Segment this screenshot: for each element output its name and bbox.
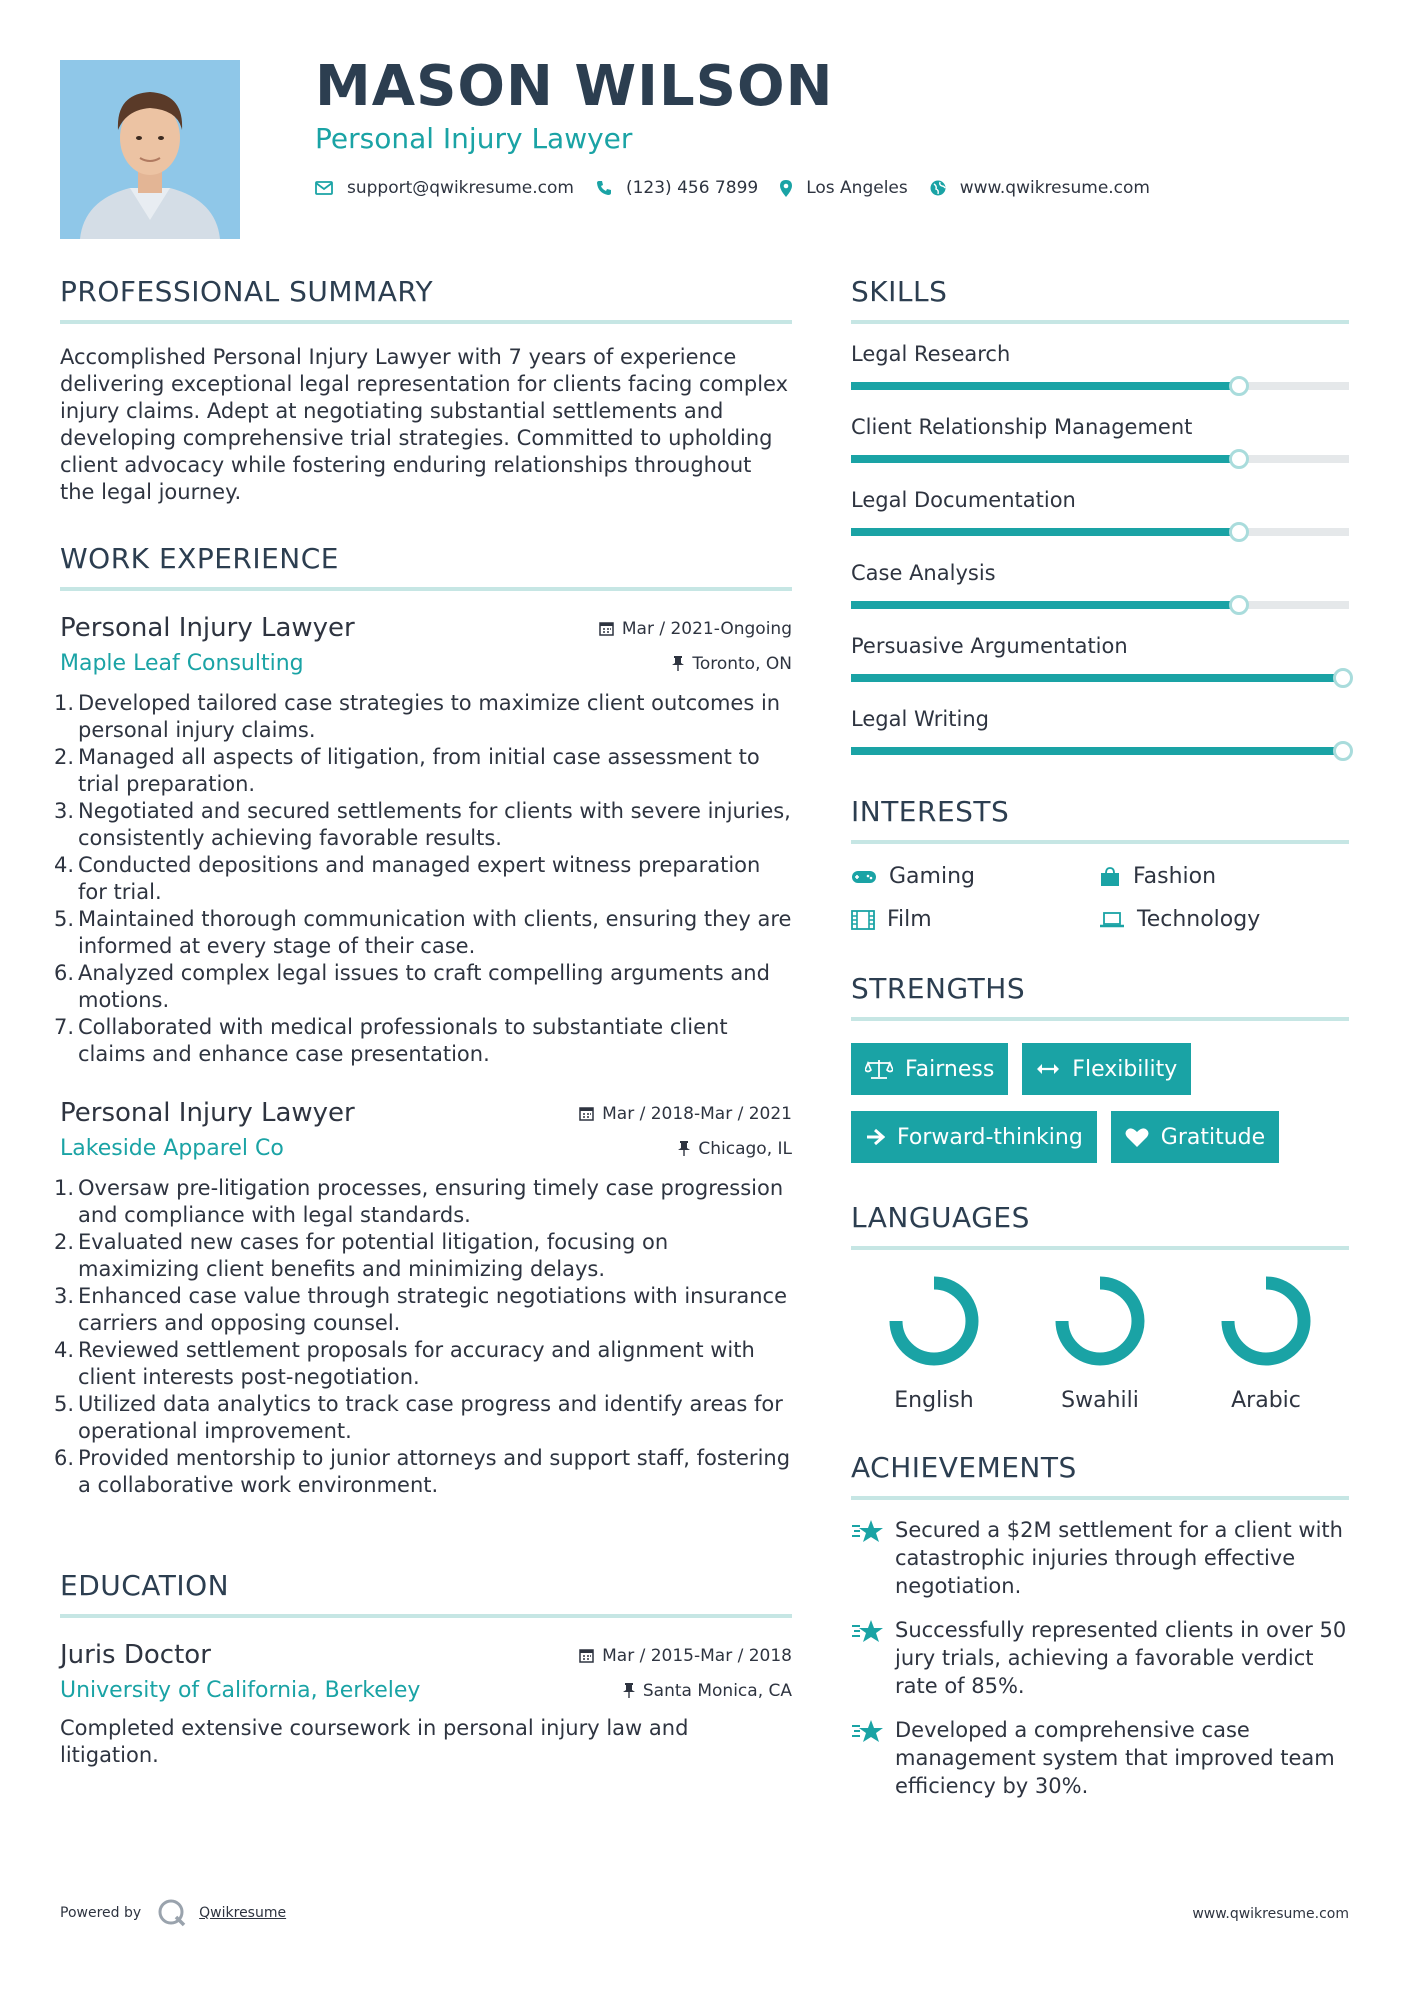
language-item — [1183, 1274, 1349, 1413]
contact-website-text: www.qwikresume.com — [959, 178, 1150, 198]
languages-section — [851, 1201, 1349, 1413]
qwikresume-link[interactable]: Qwikresume — [199, 1905, 287, 1921]
interests-section — [851, 795, 1349, 932]
section-title: PROFESSIONAL SUMMARY — [60, 275, 434, 308]
skill-name: Legal Writing — [851, 707, 989, 731]
list-item: 3. Enhanced case value through strategic negotiations with insurance carriers and opposing counsel. — [54, 1284, 788, 1335]
list-item: 3. Negotiated and secured settlements for clients with severe injuries, consistently achieving favorable results. — [54, 799, 791, 850]
job-role: Personal Injury Lawyer — [60, 613, 355, 643]
section-title: SKILLS — [851, 275, 948, 308]
skill-level-knob — [1229, 522, 1249, 542]
interest-item: Gaming — [851, 864, 1099, 889]
skill-item — [851, 634, 1349, 682]
footer-website[interactable]: www.qwikresume.com — [1192, 1906, 1349, 1922]
laptop-icon — [1099, 911, 1125, 929]
skill-item — [851, 707, 1349, 755]
section-divider — [60, 587, 792, 591]
skill-level-knob — [1229, 595, 1249, 615]
profile-photo — [60, 60, 240, 239]
section-title: ACHIEVEMENTS — [851, 1451, 1077, 1484]
skill-name: Persuasive Argumentation — [851, 634, 1128, 658]
contact-location — [780, 178, 908, 198]
job-dates-text: Mar / 2018-Mar / 2021 — [602, 1103, 792, 1124]
job-location-text: Chicago, IL — [698, 1138, 792, 1159]
job-company: Maple Leaf Consulting — [60, 651, 304, 676]
arrow-right-icon — [865, 1128, 885, 1146]
language-level-ring — [1053, 1274, 1147, 1368]
globe-icon — [930, 180, 946, 196]
job-dates-text: Mar / 2021-Ongoing — [621, 618, 792, 639]
achievement-item: Secured a $2M settlement for a client with catastrophic injuries through effective negotiation. — [851, 1516, 1349, 1600]
contact-website[interactable] — [930, 178, 1150, 198]
education-location — [623, 1681, 792, 1701]
strength-tag: Gratitude — [1111, 1111, 1279, 1163]
skill-item — [851, 561, 1349, 609]
strengths-section — [851, 972, 1349, 1163]
language-level-arc — [1062, 1283, 1138, 1359]
experience-section — [54, 542, 792, 1499]
section-title: STRENGTHS — [851, 972, 1026, 1005]
job-location-text: Toronto, ON — [692, 653, 792, 674]
skill-level-fill — [851, 382, 1239, 390]
film-icon — [851, 910, 875, 930]
list-item: 6. Analyzed complex legal issues to craft compelling arguments and motions. — [54, 961, 770, 1012]
contact-phone[interactable] — [596, 178, 758, 198]
job-company: Lakeside Apparel Co — [60, 1136, 284, 1161]
section-divider — [851, 320, 1349, 324]
powered-by-label: Powered by — [60, 1905, 142, 1921]
skill-level-fill — [851, 747, 1349, 755]
skill-level-bar — [851, 455, 1349, 463]
contact-phone-text: (123) 456 7899 — [625, 178, 759, 198]
skill-level-fill — [851, 601, 1239, 609]
section-divider — [851, 1496, 1349, 1500]
language-item — [851, 1274, 1017, 1413]
language-item — [1017, 1274, 1183, 1413]
skill-name: Legal Documentation — [851, 488, 1076, 512]
language-name: English — [894, 1388, 974, 1413]
job-bullets — [54, 1175, 792, 1499]
skill-level-knob — [1333, 741, 1353, 761]
list-item: 7. Collaborated with medical professionals to substantiate client claims and enhance case presentation. — [54, 1015, 728, 1066]
contact-email[interactable] — [315, 178, 574, 198]
section-divider — [851, 1246, 1349, 1250]
interests-grid — [851, 864, 1349, 932]
section-title: WORK EXPERIENCE — [60, 542, 339, 575]
education-description: Completed extensive coursework in personal injury law and litigation. — [60, 1716, 689, 1767]
interest-item: Fashion — [1099, 864, 1349, 889]
job-dates — [579, 1104, 792, 1124]
calendar-icon — [579, 1106, 594, 1121]
language-name: Swahili — [1061, 1388, 1139, 1413]
strength-tag: Fairness — [851, 1043, 1008, 1095]
section-title: EDUCATION — [60, 1569, 230, 1602]
skill-level-knob — [1229, 449, 1249, 469]
summary-text: Accomplished Personal Injury Lawyer with 7 years of experience delivering exceptional legal representation for clients facing complex injury claims. Adept at negotiating substantial settlements and developing comprehensive trial strategies. Committed to upholding client advocacy while fostering enduring relationships throughout the legal journey. — [60, 345, 789, 504]
languages-list — [851, 1274, 1349, 1413]
summary-section — [60, 275, 792, 506]
section-divider — [851, 1017, 1349, 1021]
pushpin-icon — [672, 656, 684, 671]
language-name: Arabic — [1231, 1388, 1301, 1413]
list-item: 4. Reviewed settlement proposals for accuracy and alignment with client interests post-negotiation. — [54, 1338, 755, 1389]
education-entry — [60, 1640, 792, 1769]
achievement-item: Successfully represented clients in over 50 jury trials, achieving a favorable verdict rate of 85%. — [851, 1616, 1349, 1700]
job-entry — [54, 1098, 792, 1499]
pushpin-icon — [678, 1141, 690, 1156]
skill-level-bar — [851, 747, 1349, 755]
left-column — [54, 275, 792, 1769]
map-pin-icon — [780, 180, 792, 197]
section-divider — [851, 840, 1349, 844]
skill-level-fill — [851, 528, 1239, 536]
skill-level-knob — [1333, 668, 1353, 688]
achievements-list — [851, 1516, 1349, 1800]
skill-level-bar — [851, 674, 1349, 682]
calendar-icon — [599, 621, 614, 636]
job-location — [672, 654, 792, 674]
list-item: 5. Utilized data analytics to track case progress and identify areas for operational improvement. — [54, 1392, 783, 1443]
contact-location-text: Los Angeles — [806, 178, 908, 198]
skills-list — [851, 342, 1349, 755]
star-icon — [851, 1516, 895, 1600]
skill-name: Case Analysis — [851, 561, 996, 585]
list-item: 4. Conducted depositions and managed expert witness preparation for trial. — [54, 853, 761, 904]
phone-icon — [596, 180, 612, 196]
education-section — [60, 1569, 792, 1769]
job-dates — [599, 619, 792, 639]
skill-item — [851, 488, 1349, 536]
section-divider — [60, 320, 792, 324]
education-dates-text: Mar / 2015-Mar / 2018 — [602, 1645, 792, 1666]
envelope-icon — [315, 181, 333, 195]
section-title: LANGUAGES — [851, 1201, 1030, 1234]
list-item: 6. Provided mentorship to junior attorneys and support staff, fostering a collaborative work environment. — [54, 1446, 791, 1497]
list-item: 2. Managed all aspects of litigation, from initial case assessment to trial preparation. — [54, 745, 760, 796]
skill-level-bar — [851, 382, 1349, 390]
skill-item — [851, 342, 1349, 390]
achievement-item: Developed a comprehensive case management system that improved team efficiency by 30%. — [851, 1716, 1349, 1800]
balance-scale-icon — [865, 1058, 893, 1080]
heart-icon — [1125, 1127, 1149, 1148]
education-dates — [579, 1646, 792, 1666]
star-icon — [851, 1716, 895, 1800]
language-level-arc — [1228, 1283, 1304, 1359]
section-title: INTERESTS — [851, 795, 1010, 828]
language-level-ring — [1219, 1274, 1313, 1368]
list-item: 1. Oversaw pre-litigation processes, ensuring timely case progression and compliance with legal standards. — [54, 1176, 784, 1227]
achievements-section — [851, 1451, 1349, 1800]
calendar-icon — [579, 1648, 594, 1663]
strength-tag: Forward-thinking — [851, 1111, 1097, 1163]
skills-section — [851, 275, 1349, 755]
candidate-title: Personal Injury Lawyer — [315, 122, 633, 155]
skill-level-fill — [851, 455, 1239, 463]
interest-item: Film — [851, 907, 1099, 932]
strength-tag: Flexibility — [1022, 1043, 1191, 1095]
job-role: Personal Injury Lawyer — [60, 1098, 355, 1128]
list-item: 1. Developed tailored case strategies to maximize client outcomes in personal injury claims. — [54, 691, 781, 742]
skill-level-bar — [851, 601, 1349, 609]
candidate-name: MASON WILSON — [315, 54, 834, 119]
contact-bar — [315, 178, 1172, 198]
star-icon — [851, 1616, 895, 1700]
section-divider — [60, 1614, 792, 1618]
pushpin-icon — [623, 1683, 635, 1698]
skill-item — [851, 415, 1349, 463]
strengths-list — [851, 1043, 1349, 1163]
shopping-bag-icon — [1099, 867, 1121, 887]
skill-level-knob — [1229, 376, 1249, 396]
skill-name: Legal Research — [851, 342, 1011, 366]
job-entry — [54, 613, 792, 1068]
arrows-horizontal-icon — [1036, 1062, 1060, 1076]
job-bullets — [54, 690, 792, 1068]
education-location-text: Santa Monica, CA — [642, 1680, 792, 1701]
job-location — [678, 1139, 792, 1159]
skill-level-fill — [851, 674, 1349, 682]
language-level-arc — [896, 1283, 972, 1359]
list-item: 5. Maintained thorough communication with clients, ensuring they are informed at every stage of their case. — [54, 907, 792, 958]
degree-name: Juris Doctor — [60, 1640, 211, 1670]
footer-branding — [60, 1898, 286, 1928]
qwikresume-logo-icon — [157, 1898, 187, 1928]
skill-name: Client Relationship Management — [851, 415, 1193, 439]
right-column — [851, 275, 1349, 1800]
contact-email-text: support@qwikresume.com — [347, 178, 574, 198]
school-name: University of California, Berkeley — [60, 1678, 421, 1703]
language-level-ring — [887, 1274, 981, 1368]
skill-level-bar — [851, 528, 1349, 536]
interest-item: Technology — [1099, 907, 1349, 932]
gamepad-icon — [851, 869, 877, 885]
list-item: 2. Evaluated new cases for potential litigation, focusing on maximizing client benefits and minimizing delays. — [54, 1230, 669, 1281]
